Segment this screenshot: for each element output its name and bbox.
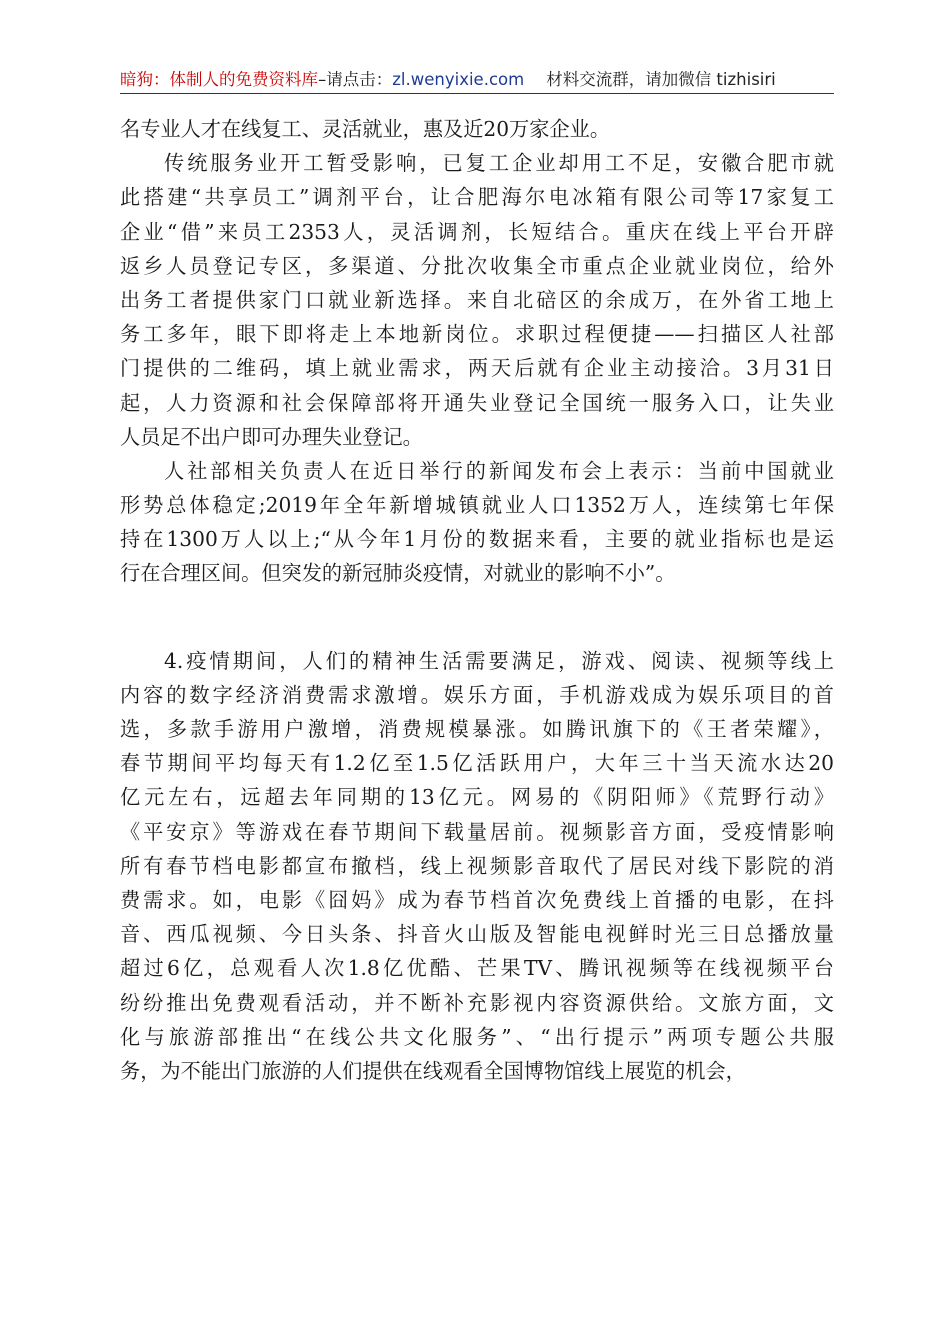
paragraph-gap [120, 591, 834, 644]
paragraph [120, 112, 834, 146]
text-line: 持在1300万人以上;“从今年1月份的数据来看，主要的就业指标也是运 [120, 527, 834, 552]
text-line: 化与旅游部推出“在线公共文化服务”、“出行提示”两项专题公共服 [120, 1024, 834, 1049]
text-line: 纷纷推出免费观看活动，并不断补充影视内容资源供给。文旅方面，文 [120, 990, 834, 1015]
text-line: 人员足不出户即可办理失业登记。 [120, 424, 423, 449]
header-prompt: –请点击： [318, 70, 393, 89]
text-line: 企业“借”来员工2353人，灵活调剂，长短结合。重庆在线上平台开辟 [120, 219, 834, 244]
text-line: 传统服务业开工暂受影响，已复工企业却用工不足，安徽合肥市就 [164, 151, 834, 176]
text-line: 行在合理区间。但突发的新冠肺炎疫情，对就业的影响不小”。 [120, 561, 676, 586]
text-line: 4.疫情期间，人们的精神生活需要满足，游戏、阅读、视频等线上 [164, 648, 834, 673]
header-url-link[interactable]: zl.wenyixie.com [392, 70, 525, 89]
text-line: 门提供的二维码，填上就业需求，两天后就有企业主动接洽。3月31日 [120, 356, 834, 381]
text-line: 内容的数字经济消费需求激增。娱乐方面，手机游戏成为娱乐项目的首 [120, 682, 834, 707]
text-line: 务工多年，眼下即将走上本地新岗位。求职过程便捷——扫描区人社部 [120, 322, 834, 347]
text-line: 人社部相关负责人在近日举行的新闻发布会上表示：当前中国就业 [164, 458, 834, 483]
paragraph [120, 146, 834, 454]
text-line: 此搭建“共享员工”调剂平台，让合肥海尔电冰箱有限公司等17家复工 [120, 185, 834, 210]
text-line: 《平安京》等游戏在春节期间下载量居前。视频影音方面，受疫情影响 [120, 819, 834, 844]
document-body [120, 112, 834, 1088]
text-line: 音、西瓜视频、今日头条、抖音火山版及智能电视鲜时光三日总播放量 [120, 922, 834, 947]
text-line: 所有春节档电影都宣布撤档，线上视频影音取代了居民对线下影院的消 [120, 853, 834, 878]
page-header [120, 66, 834, 96]
text-line: 亿元左右，远超去年同期的13亿元。网易的《阴阳师》《荒野行动》 [120, 785, 834, 810]
text-line: 名专业人才在线复工、灵活就业，惠及近20万家企业。 [120, 117, 611, 141]
text-line: 超过6亿，总观看人次1.8亿优酷、芒果TV、腾讯视频等在线视频平台 [120, 956, 834, 981]
text-line: 出务工者提供家门口就业新选择。来自北碚区的余成万，在外省工地上 [120, 287, 834, 312]
text-line: 费需求。如，电影《囧妈》成为春节档首次免费线上首播的电影，在抖 [120, 887, 834, 912]
header-divider [120, 93, 834, 94]
paragraph [120, 454, 834, 591]
text-line: 选，多款手游用户激增，消费规模暴涨。如腾讯旗下的《王者荣耀》， [120, 717, 834, 741]
text-line: 春节期间平均每天有1.2亿至1.5亿活跃用户，大年三十当天流水达20 [120, 751, 834, 776]
header-contact: 材料交流群，请加微信 tizhisiri [546, 70, 776, 89]
header-brand: 暗狗：体制人的免费资料库 [120, 70, 318, 89]
text-line: 务，为不能出门旅游的人们提供在线观看全国博物馆线上展览的机会， [120, 1058, 746, 1083]
paragraph [120, 644, 834, 1088]
text-line: 起，人力资源和社会保障部将开通失业登记全国统一服务入口，让失业 [120, 390, 834, 415]
text-line: 形势总体稳定;2019年全年新增城镇就业人口1352万人，连续第七年保 [120, 493, 834, 518]
text-line: 返乡人员登记专区，多渠道、分批次收集全市重点企业就业岗位，给外 [120, 253, 834, 278]
